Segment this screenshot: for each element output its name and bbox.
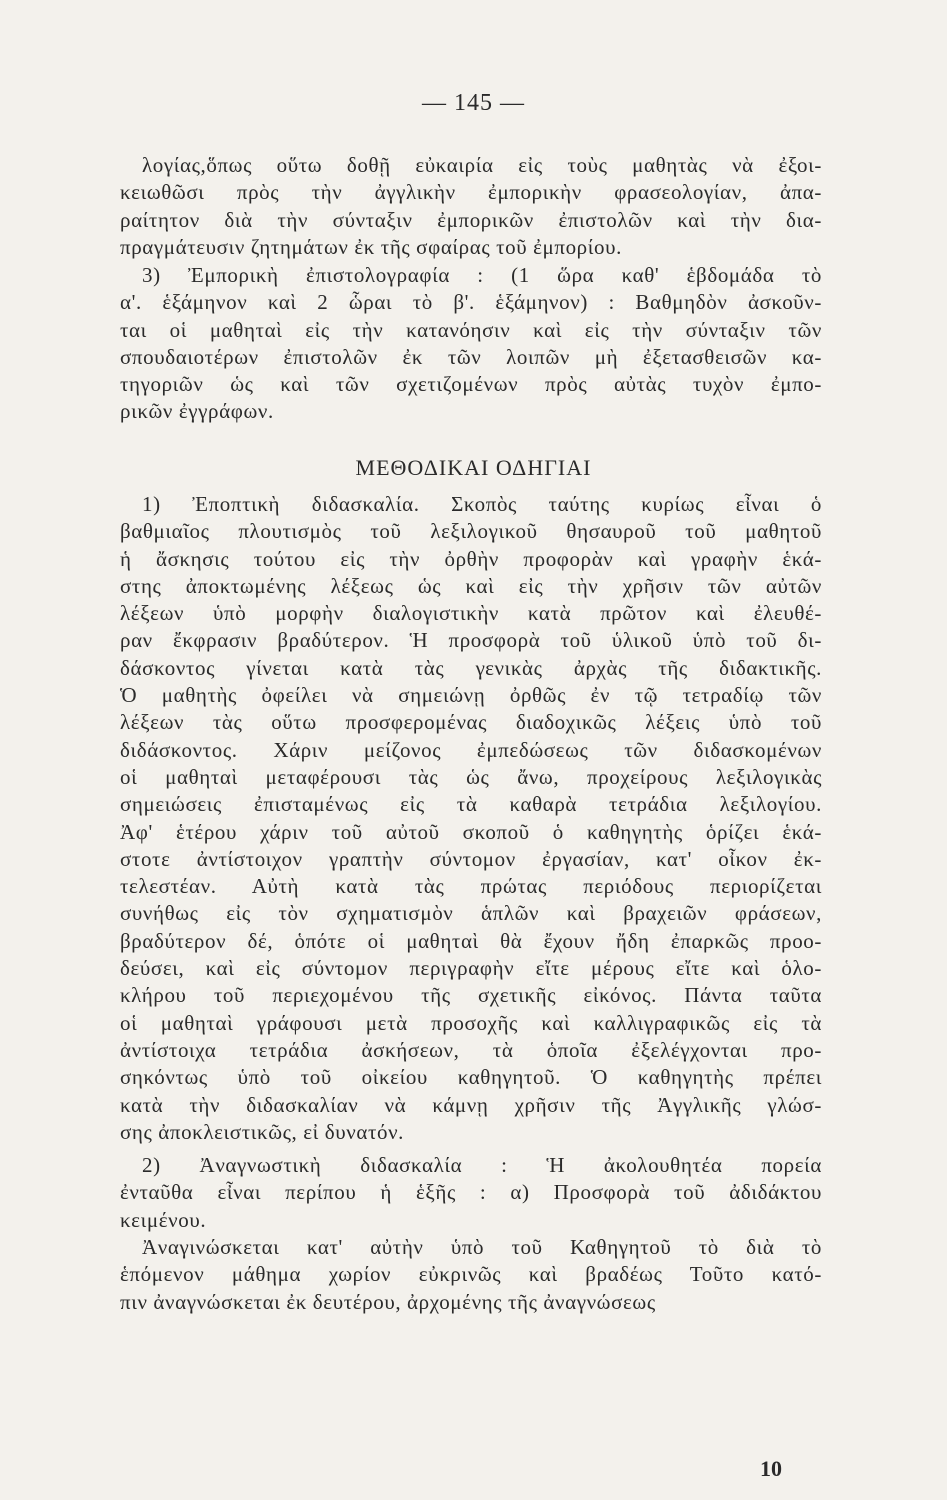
- text-line: τελεστέαν. Αὐτὴ κατὰ τὰς πρώτας περιόδους περιορίζεται: [120, 874, 822, 899]
- text-line: σπουδαιοτέρων ἐπιστολῶν ἐκ τῶν λοιπῶν μὴ ἐξετασθεισῶν κα-: [120, 344, 822, 369]
- text-line: σηκόντως ὑπὸ τοῦ οἰκείου καθηγητοῦ. Ὁ καθηγητὴς πρέπει: [120, 1065, 822, 1090]
- paragraph-5: [120, 1234, 822, 1316]
- text-line: Ἀναγινώσκεται κατ' αὐτὴν ὑπὸ τοῦ Καθηγητοῦ τὸ διὰ τὸ: [142, 1235, 822, 1259]
- text-line: 2) Ἀναγνωστικὴ διδασκαλία : Ἡ ἀκολουθητέα πορεία: [142, 1153, 822, 1177]
- text-line: Ὁ μαθητὴς ὀφείλει νὰ σημειώνῃ ὀρθῶς ἐν τῷ τετραδίῳ τῶν: [120, 683, 822, 708]
- text-line: ραν ἔκφρασιν βραδύτερον. Ἡ προσφορὰ τοῦ ὑλικοῦ ὑπὸ τοῦ δι-: [120, 628, 822, 653]
- text-line: στης ἀποκτωμένης λέξεως ὡς καὶ εἰς τὴν χρῆσιν τῶν αὐτῶν: [120, 573, 822, 598]
- text-line: σημειώσεις ἐπισταμένως εἰς τὰ καθαρὰ τετράδια λεξιλογίου.: [120, 792, 822, 817]
- text-line: βραδύτερον δέ, ὁπότε οἱ μαθηταὶ θὰ ἔχουν ἤδη ἐπαρκῶς προο-: [120, 928, 822, 953]
- text-line: οἱ μαθηταὶ γράφουσι μετὰ προσοχῆς καὶ καλλιγραφικῶς εἰς τὰ: [120, 1010, 822, 1035]
- paragraph-1: [120, 152, 822, 261]
- text-line: λέξεων τὰς οὕτω προσφερομένας διαδοχικῶς λέξεις ὑπὸ τοῦ: [120, 710, 822, 735]
- text-line: βαθμιαῖος πλουτισμὸς τοῦ λεξιλογικοῦ θησαυροῦ τοῦ μαθητοῦ: [120, 519, 822, 544]
- text-line: 3) Ἐμπορικὴ ἐπιστολογραφία : (1 ὥρα καθ' ἑβδομάδα τὸ: [142, 263, 822, 287]
- section-heading: ΜΕΘΟΔΙΚΑΙ ΟΔΗΓΙΑΙ: [355, 455, 592, 480]
- text-line: ἑπόμενον μάθημα χωρίον εὐκρινῶς καὶ βραδέως Τοῦτο κατό-: [120, 1262, 822, 1287]
- text-line: πραγμάτευσιν ζητημάτων ἐκ τῆς σφαίρας τοῦ ἐμπορίου.: [120, 234, 622, 259]
- text-line: δεύσει, καὶ εἰς σύντομον περιγραφὴν εἴτε μέρους εἴτε καὶ ὁλο-: [120, 956, 822, 981]
- text-line: 1) Ἐποπτικὴ διδασκαλία. Σκοπὸς ταύτης κυρίως εἶναι ὁ: [142, 492, 822, 516]
- text-line: ἡ ἄσκησις τούτου εἰς τὴν ὀρθὴν προφορὰν καὶ γραφὴν ἑκά-: [120, 546, 822, 571]
- text-line: ραίτητον διὰ τὴν σύνταξιν ἐμπορικῶν ἐπιστολῶν καὶ τὴν δια-: [120, 207, 822, 232]
- text-line: διδάσκοντος. Χάριν μείζονος ἐμπεδώσεως τῶν διδασκομένων: [120, 737, 822, 762]
- text-line: λογίας,ὅπως οὕτω δοθῇ εὐκαιρία εἰς τοὺς μαθητὰς νὰ ἐξοι-: [142, 153, 822, 177]
- text-line: τηγοριῶν ὡς καὶ τῶν σχετιζομένων πρὸς αὐτὰς τυχὸν ἐμπο-: [120, 372, 822, 397]
- paragraph-2: [120, 262, 822, 426]
- text-line: λέξεων ὑπὸ μορφὴν διαλογιστικὴν κατὰ πρῶτον καὶ ἐλευθέ-: [120, 601, 822, 626]
- text-line: πιν ἀναγνώσκεται ἐκ δευτέρου, ἀρχομένης τῆς ἀναγνώσεως: [120, 1289, 656, 1314]
- text-line: σης ἀποκλειστικῶς, εἰ δυνατόν.: [120, 1119, 405, 1144]
- text-line: κειμένου.: [120, 1207, 207, 1232]
- text-line: στοτε ἀντίστοιχον γραπτὴν σύντομον ἐργασίαν, κατ' οἶκον ἐκ-: [120, 846, 822, 871]
- text-line: α'. ἑξάμηνον καὶ 2 ὧραι τὸ β'. ἑξάμηνον) : Βαθμηδὸν ἀσκοῦν-: [120, 290, 822, 315]
- text-line: κειωθῶσι πρὸς τὴν ἀγγλικὴν ἐμπορικὴν φρασεολογίαν, ἀπα-: [120, 180, 822, 205]
- text-line: Ἀφ' ἑτέρου χάριν τοῦ αὐτοῦ σκοποῦ ὁ καθηγητὴς ὁρίζει ἑκά-: [120, 819, 822, 844]
- text-line: κλήρου τοῦ περιεχομένου τῆς σχετικῆς εἰκόνος. Πάντα ταῦτα: [120, 983, 822, 1008]
- text-line: δάσκοντος γίνεται κατὰ τὰς γενικὰς ἀρχὰς τῆς διδακτικῆς.: [120, 655, 822, 680]
- text-line: ἀντίστοιχα τετράδια ἀσκήσεων, τὰ ὁποῖα ἐξελέγχονται προ-: [120, 1037, 822, 1062]
- text-line: κατὰ τὴν διδασκαλίαν νὰ κάμνῃ χρῆσιν τῆς Ἀγγλικῆς γλώσ-: [120, 1092, 822, 1117]
- page-number: — 145 —: [422, 90, 525, 116]
- text-line: ται οἱ μαθηταὶ εἰς τὴν κατανόησιν καὶ εἰς τὴν σύνταξιν τῶν: [120, 317, 822, 342]
- paragraph-4: [120, 1152, 822, 1234]
- paragraph-3: [120, 491, 822, 1146]
- signature-mark: 10: [760, 1456, 782, 1481]
- text-line: οἱ μαθηταὶ μεταφέρουσι τὰς ὡς ἄνω, προχείρους λεξιλογικὰς: [120, 764, 822, 789]
- text-line: ρικῶν ἐγγράφων.: [120, 399, 274, 424]
- text-line: συνήθως εἰς τὸν σχηματισμὸν ἁπλῶν καὶ βραχειῶν φράσεων,: [120, 901, 822, 926]
- text-line: ἐνταῦθα εἶναι περίπου ἡ ἑξῆς : α) Προσφορὰ τοῦ ἀδιδάκτου: [120, 1180, 822, 1205]
